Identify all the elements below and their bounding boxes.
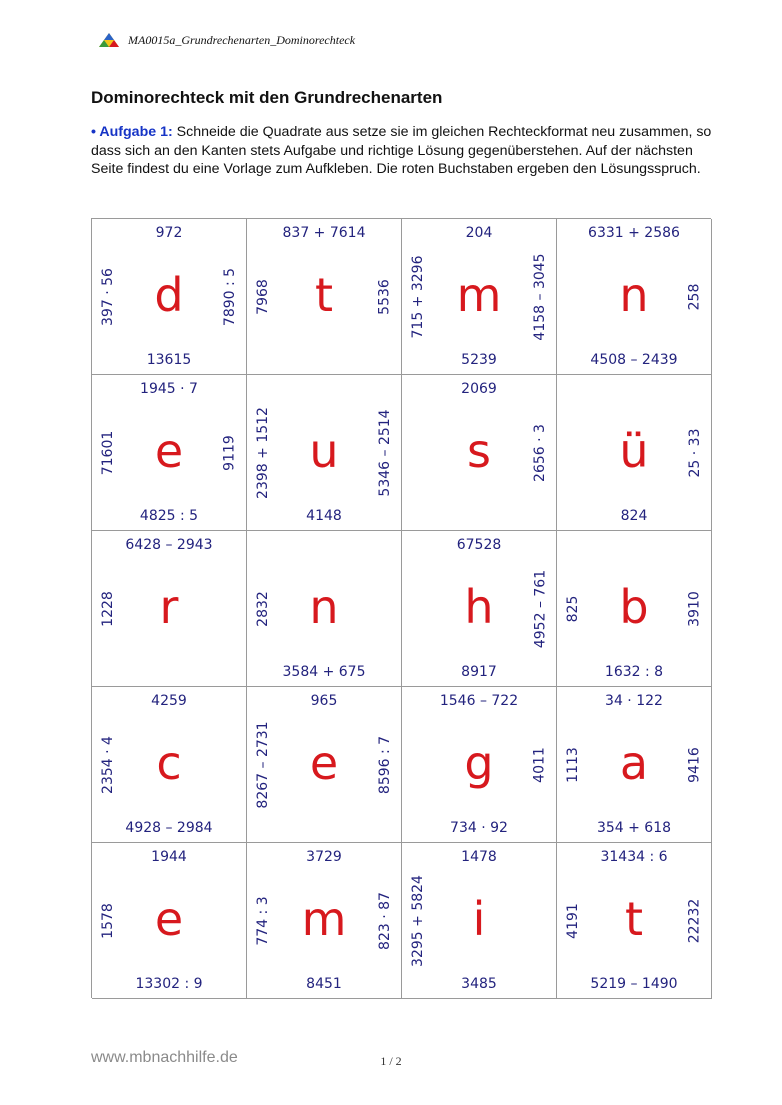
tile-left-text: 3295 + 5824 bbox=[410, 874, 426, 967]
tile-left-text: 4191 bbox=[565, 902, 581, 939]
tile-left-text: 8267 – 2731 bbox=[255, 720, 271, 809]
tile-bottom-text: 4508 – 2439 bbox=[590, 352, 678, 368]
tile-left-text: 71601 bbox=[100, 430, 116, 475]
domino-tile bbox=[92, 843, 247, 999]
tile-top-text: 6428 – 2943 bbox=[125, 537, 213, 553]
tile-right-text: 9119 bbox=[222, 434, 238, 471]
tile-left-text: 825 bbox=[565, 595, 581, 622]
tile-right-text: 4952 – 761 bbox=[532, 569, 548, 648]
tile-top-text: 837 + 7614 bbox=[282, 225, 366, 241]
tile-left-text: 2398 + 1512 bbox=[255, 406, 271, 499]
tile-left-text: 2354 · 4 bbox=[100, 735, 116, 794]
domino-tile bbox=[402, 219, 557, 375]
tile-left-text: 774 : 3 bbox=[255, 895, 271, 946]
tile-top-text: 1944 bbox=[151, 849, 187, 865]
domino-tile bbox=[92, 375, 247, 531]
tile-letter: s bbox=[467, 423, 491, 478]
tile-right-text: 258 bbox=[687, 283, 703, 310]
tile-left-text: 2832 bbox=[255, 590, 271, 627]
domino-tile bbox=[247, 375, 402, 531]
task-label: • Aufgabe 1: bbox=[91, 124, 173, 140]
tile-letter: i bbox=[472, 891, 486, 946]
tile-top-text: 1478 bbox=[461, 849, 497, 865]
tile-top-text: 1945 · 7 bbox=[140, 381, 198, 397]
tile-letter: n bbox=[309, 579, 339, 634]
domino-tile bbox=[557, 687, 712, 843]
tile-bottom-text: 4928 – 2984 bbox=[125, 820, 213, 836]
tile-top-text: 4259 bbox=[151, 693, 187, 709]
footer-url: www.mbnachhilfe.de bbox=[91, 1049, 238, 1066]
tile-bottom-text: 824 bbox=[620, 508, 648, 524]
tile-right-text: 4011 bbox=[532, 746, 548, 783]
domino-tile bbox=[247, 843, 402, 999]
tile-letter: e bbox=[154, 423, 184, 478]
domino-tile bbox=[247, 531, 402, 687]
logo-icon bbox=[98, 32, 120, 48]
tile-bottom-text: 4825 : 5 bbox=[139, 508, 199, 524]
tile-right-text: 7890 : 5 bbox=[222, 267, 238, 326]
tile-letter: a bbox=[619, 735, 649, 790]
tile-bottom-text: 13302 : 9 bbox=[135, 976, 203, 992]
tile-bottom-text: 8451 bbox=[306, 976, 342, 992]
domino-tile bbox=[92, 219, 247, 375]
tile-letter: u bbox=[309, 423, 339, 478]
tile-right-text: 25 · 33 bbox=[687, 428, 703, 477]
tile-right-text: 4158 – 3045 bbox=[532, 252, 548, 341]
tile-bottom-text: 3485 bbox=[461, 976, 497, 992]
tile-right-text: 8596 : 7 bbox=[377, 735, 393, 794]
tile-left-text: 7968 bbox=[255, 278, 271, 315]
tile-bottom-text: 5239 bbox=[461, 352, 497, 368]
tile-right-text: 5346 – 2514 bbox=[377, 408, 393, 497]
tile-top-text: 2069 bbox=[461, 381, 497, 397]
domino-tile bbox=[402, 843, 557, 999]
tile-top-text: 204 bbox=[465, 225, 493, 241]
domino-tile bbox=[402, 531, 557, 687]
tile-right-text: 2656 · 3 bbox=[532, 423, 548, 482]
tile-letter: b bbox=[619, 579, 649, 634]
tile-right-text: 5536 bbox=[377, 278, 393, 315]
tile-letter: t bbox=[624, 891, 644, 946]
tile-left-text: 1228 bbox=[100, 590, 116, 627]
task-description bbox=[91, 123, 714, 179]
tile-letter: h bbox=[464, 579, 494, 634]
domino-tile bbox=[402, 687, 557, 843]
tile-bottom-text: 1632 : 8 bbox=[604, 664, 664, 680]
tile-top-text: 6331 + 2586 bbox=[588, 225, 680, 241]
tile-letter: e bbox=[309, 735, 339, 790]
tile-top-text: 972 bbox=[155, 225, 183, 241]
tile-letter: g bbox=[464, 735, 494, 790]
tile-top-text: 3729 bbox=[306, 849, 342, 865]
tile-top-text: 1546 – 722 bbox=[439, 693, 519, 709]
domino-tile bbox=[247, 219, 402, 375]
tile-letter: m bbox=[456, 267, 502, 322]
tile-right-text: 22232 bbox=[687, 898, 703, 943]
tile-top-text: 31434 : 6 bbox=[600, 849, 668, 865]
tile-bottom-text: 4148 bbox=[306, 508, 342, 524]
tile-letter: r bbox=[159, 579, 179, 634]
domino-tile bbox=[557, 219, 712, 375]
document-id: MA0015a_Grundrechenarten_Dominorechteck bbox=[128, 32, 356, 47]
tile-letter: m bbox=[301, 891, 347, 946]
tile-left-text: 715 + 3296 bbox=[410, 255, 426, 338]
tile-letter: c bbox=[156, 735, 182, 790]
tile-letter: e bbox=[154, 891, 184, 946]
tile-right-text: 823 · 87 bbox=[377, 891, 393, 950]
task-text: Schneide die Quadrate aus setze sie im gleichen Rechteckformat neu zusammen, so dass sich an den Kanten stets Aufgabe und richtige Lösung gegenüberstehen. Auf der nächsten Seite findest du eine Vorlage zum Aufkleben. Die roten Buchstaben ergeben den Lösungsspruch. bbox=[91, 124, 712, 177]
tile-right-text: 9416 bbox=[687, 746, 703, 783]
tile-bottom-text: 3584 + 675 bbox=[282, 664, 366, 680]
tile-left-text: 1113 bbox=[565, 746, 581, 783]
domino-grid bbox=[91, 218, 711, 998]
tile-top-text: 34 · 122 bbox=[605, 693, 663, 709]
domino-tile bbox=[557, 375, 712, 531]
tile-top-text: 67528 bbox=[456, 537, 502, 553]
domino-tile bbox=[402, 375, 557, 531]
domino-tile bbox=[557, 843, 712, 999]
tile-letter: ü bbox=[619, 423, 649, 478]
tile-bottom-text: 354 + 618 bbox=[596, 820, 672, 836]
tile-bottom-text: 8917 bbox=[461, 664, 497, 680]
tile-right-text: 3910 bbox=[687, 590, 703, 627]
domino-tile bbox=[92, 531, 247, 687]
tile-letter: t bbox=[314, 267, 334, 322]
tile-bottom-text: 734 · 92 bbox=[450, 820, 508, 836]
tile-bottom-text: 13615 bbox=[146, 352, 192, 368]
tile-left-text: 397 · 56 bbox=[100, 267, 116, 326]
domino-tile bbox=[92, 687, 247, 843]
domino-tile bbox=[247, 687, 402, 843]
domino-tile bbox=[557, 531, 712, 687]
page-number: 1 / 2 bbox=[380, 1054, 402, 1068]
page-title: Dominorechteck mit den Grundrechenarten bbox=[91, 88, 443, 107]
tile-left-text: 1578 bbox=[100, 902, 116, 939]
tile-bottom-text: 5219 – 1490 bbox=[590, 976, 678, 992]
tile-top-text: 965 bbox=[310, 693, 338, 709]
tile-letter: d bbox=[154, 267, 184, 322]
tile-letter: n bbox=[619, 267, 649, 322]
page-header bbox=[98, 30, 355, 50]
